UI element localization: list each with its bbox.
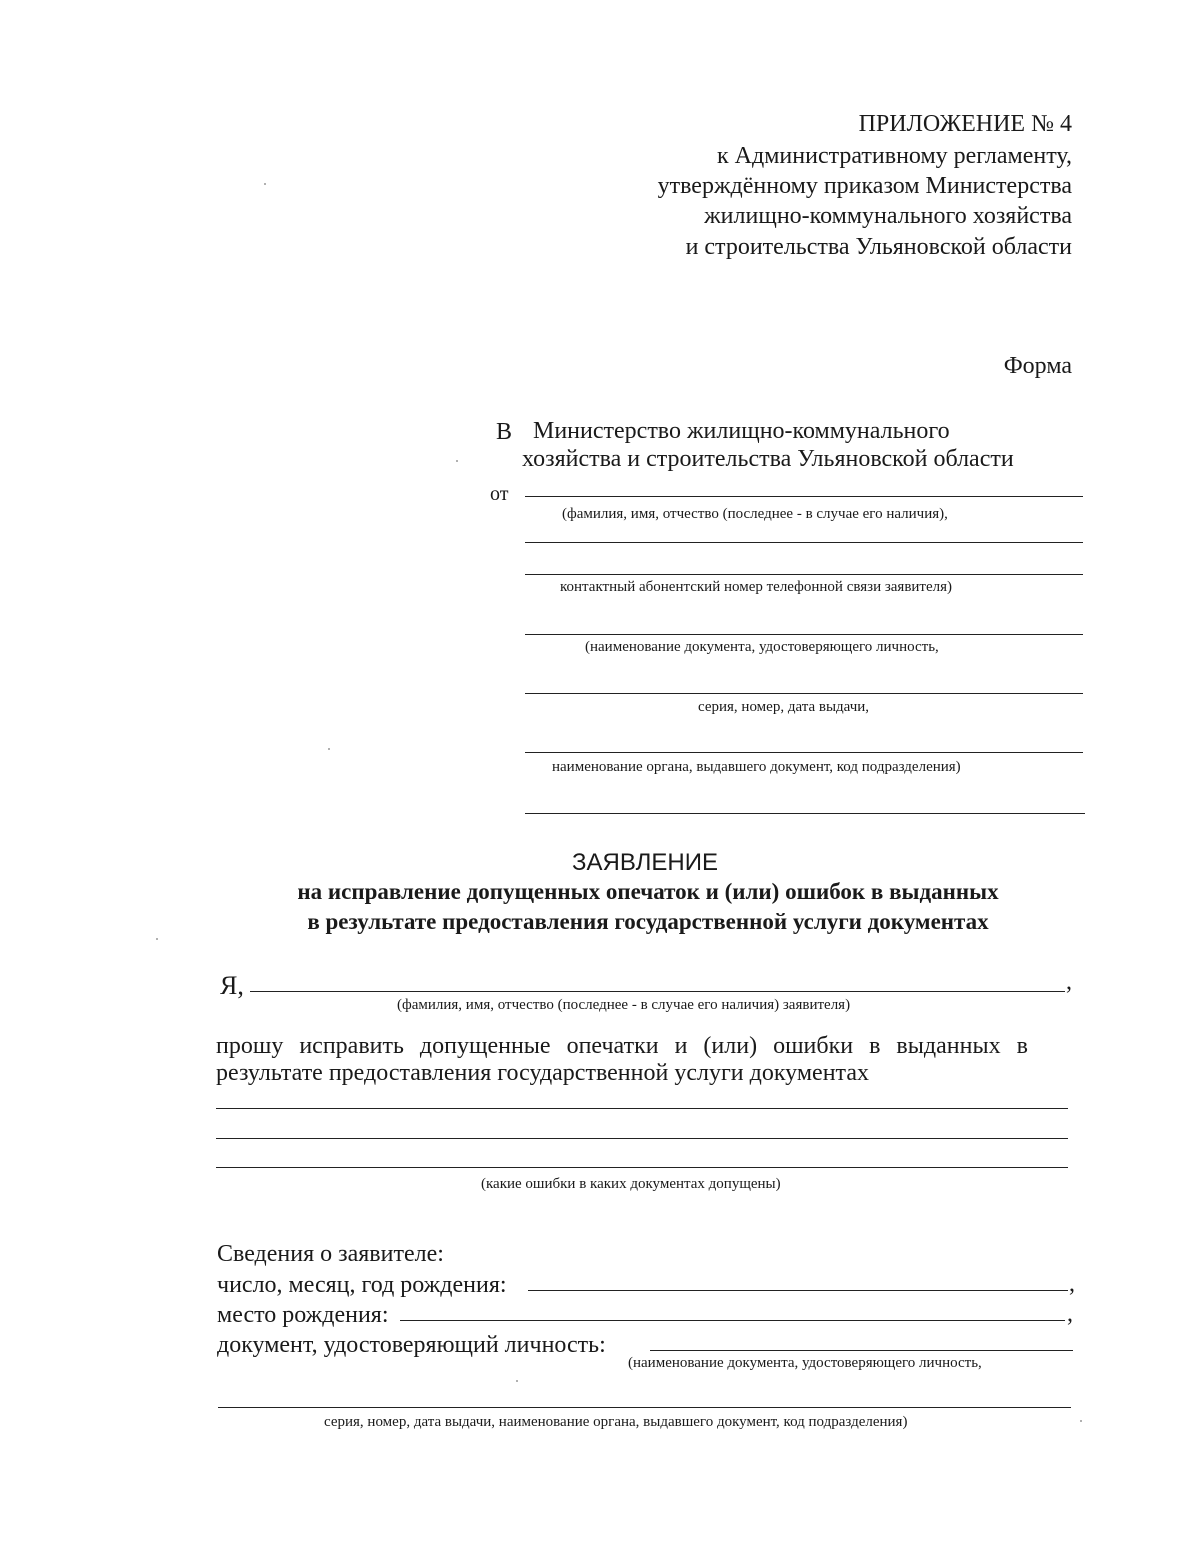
field-caption: (фамилия, имя, отчество (последнее - в случае его наличия) заявителя): [397, 997, 851, 1013]
comma: ,: [1069, 1271, 1075, 1297]
from-field-line[interactable]: [525, 542, 1083, 543]
field-caption: серия, номер, дата выдачи, наименование органа, выдавшего документ, код подразделения): [324, 1414, 908, 1430]
header-line: утверждённому приказом Министерства: [657, 173, 1072, 199]
field-caption: наименование органа, выдавшего документ, код подразделения): [552, 759, 961, 775]
phone-field[interactable]: [525, 574, 1083, 575]
addressee-prefix: В: [496, 419, 513, 445]
id-doc-name-field[interactable]: [525, 634, 1083, 635]
from-label: от: [490, 483, 509, 505]
issuer-field[interactable]: [525, 752, 1083, 753]
statement-title: ЗАЯВЛЕНИЕ: [572, 849, 718, 876]
i-label: Я,: [220, 971, 244, 1000]
header-line: к Административному регламенту,: [717, 143, 1072, 169]
birth-place-label: место рождения:: [217, 1302, 389, 1328]
applicant-heading: Сведения о заявителе:: [217, 1241, 444, 1267]
issuer-field-line[interactable]: [525, 813, 1085, 814]
scan-speck: [156, 938, 158, 940]
header-line: жилищно-коммунального хозяйства: [704, 203, 1072, 229]
addressee-line: Министерство жилищно-коммунального: [533, 418, 950, 444]
comma: ,: [1066, 969, 1072, 995]
from-name-field[interactable]: [525, 496, 1083, 497]
header-line: и строительства Ульяновской области: [685, 234, 1072, 260]
errors-field-line[interactable]: [216, 1108, 1068, 1109]
errors-field-line[interactable]: [216, 1138, 1068, 1139]
scan-speck: [328, 748, 330, 750]
field-caption: (наименование документа, удостоверяющего личность,: [628, 1355, 982, 1371]
id-doc-field[interactable]: [650, 1350, 1073, 1351]
birth-place-field[interactable]: [400, 1320, 1065, 1321]
scan-speck: [1080, 1420, 1082, 1422]
addressee-line: хозяйства и строительства Ульяновской области: [522, 446, 1014, 472]
birth-date-field[interactable]: [528, 1290, 1068, 1291]
field-caption: контактный абонентский номер телефонной связи заявителя): [560, 579, 953, 595]
scan-speck: [456, 460, 458, 462]
birth-date-label: число, месяц, год рождения:: [217, 1272, 507, 1298]
field-caption: серия, номер, дата выдачи,: [698, 699, 870, 715]
request-text-line: результате предоставления государственной услуги документах: [216, 1060, 869, 1086]
id-doc-details-field[interactable]: [218, 1407, 1071, 1408]
scan-speck: [264, 183, 266, 185]
request-text-line: прошу исправить допущенные опечатки и (или) ошибки в выданных в: [216, 1033, 1028, 1059]
scan-speck: [516, 1380, 518, 1382]
id-doc-label: документ, удостоверяющий личность:: [217, 1332, 606, 1358]
applicant-name-field[interactable]: [250, 991, 1065, 992]
field-caption: (фамилия, имя, отчество (последнее - в случае его наличия),: [562, 506, 948, 522]
form-label: Форма: [1003, 353, 1072, 379]
field-caption: (наименование документа, удостоверяющего личность,: [585, 639, 939, 655]
comma: ,: [1067, 1301, 1073, 1327]
field-caption: (какие ошибки в каких документах допущены): [481, 1176, 781, 1192]
id-doc-number-field[interactable]: [525, 693, 1083, 694]
statement-subtitle: на исправление допущенных опечаток и (или) ошибок в выданных: [297, 879, 999, 904]
appendix-number: ПРИЛОЖЕНИЕ № 4: [858, 111, 1072, 137]
statement-subtitle: в результате предоставления государственной услуги документах: [307, 909, 989, 934]
errors-field-line[interactable]: [216, 1167, 1068, 1168]
